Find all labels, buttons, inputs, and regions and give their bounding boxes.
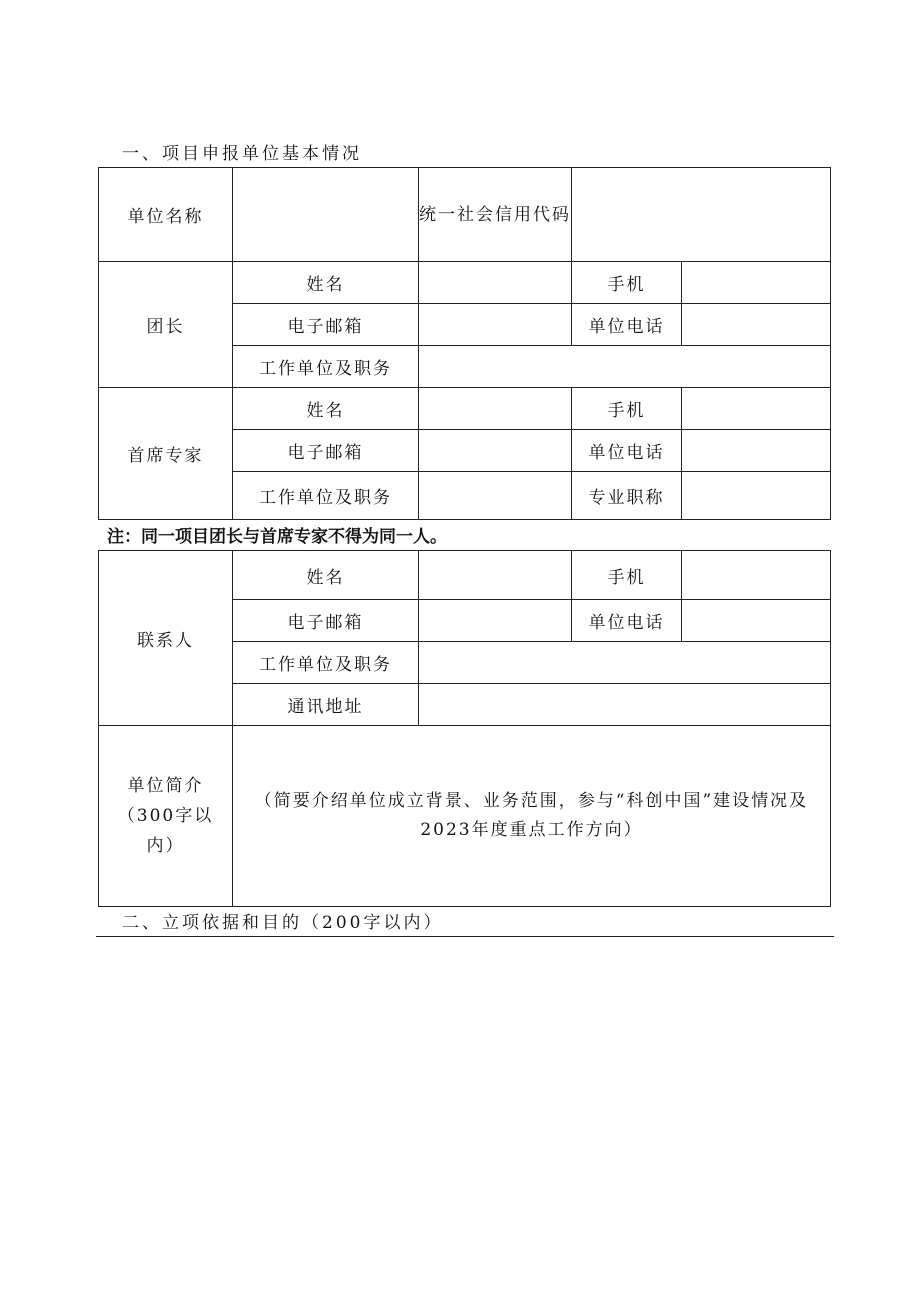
contact-workplace-label: 工作单位及职务 (233, 642, 419, 684)
intro-label: 单位简介（300字以内） (99, 726, 233, 907)
leader-workplace-field[interactable] (419, 346, 831, 388)
intro-row (99, 726, 831, 907)
expert-office-phone-field[interactable] (682, 430, 831, 472)
contact-mobile-label: 手机 (572, 551, 682, 600)
expert-email-field[interactable] (419, 430, 572, 472)
contact-row-1 (99, 551, 831, 600)
section-2-heading: 二、立项依据和目的（200字以内） (122, 913, 444, 933)
credit-code-label: 统一社会信用代码 (419, 168, 572, 262)
expert-email-label: 电子邮箱 (233, 430, 419, 472)
leader-office-phone-label: 单位电话 (572, 304, 682, 346)
leader-name-label: 姓名 (233, 262, 419, 304)
expert-office-phone-label: 单位电话 (572, 430, 682, 472)
expert-title-field[interactable] (682, 472, 831, 520)
expert-row-1 (99, 388, 831, 430)
contact-name-field[interactable] (419, 551, 572, 600)
intro-field[interactable] (233, 726, 831, 907)
leader-email-field[interactable] (419, 304, 572, 346)
contact-email-field[interactable] (419, 600, 572, 642)
contact-address-field[interactable] (419, 684, 831, 726)
expert-workplace-label: 工作单位及职务 (233, 472, 419, 520)
leader-mobile-field[interactable] (682, 262, 831, 304)
expert-mobile-label: 手机 (572, 388, 682, 430)
contact-email-label: 电子邮箱 (233, 600, 419, 642)
expert-title-label: 专业职称 (572, 472, 682, 520)
note-text: 注：同一项目团长与首席专家不得为同一人。 (107, 527, 447, 547)
leader-name-field[interactable] (419, 262, 572, 304)
leader-office-phone-field[interactable] (682, 304, 831, 346)
leader-workplace-label: 工作单位及职务 (233, 346, 419, 388)
expert-name-field[interactable] (419, 388, 572, 430)
credit-code-field[interactable] (572, 168, 831, 262)
contact-name-label: 姓名 (233, 551, 419, 600)
contact-workplace-field[interactable] (419, 642, 831, 684)
leader-mobile-label: 手机 (572, 262, 682, 304)
leader-row-1 (99, 262, 831, 304)
section-2-underline (96, 936, 834, 937)
contact-address-label: 通讯地址 (233, 684, 419, 726)
unit-row (99, 168, 831, 262)
intro-hint: （简要介绍单位成立背景、业务范围，参与“科创中国”建设情况及2023年度重点工作方向） (254, 791, 809, 840)
section-1-heading: 一、项目申报单位基本情况 (122, 144, 362, 164)
leader-email-label: 电子邮箱 (233, 304, 419, 346)
contact-info-table (98, 550, 831, 907)
expert-workplace-field[interactable] (419, 472, 572, 520)
expert-group-label: 首席专家 (99, 388, 233, 520)
contact-group-label: 联系人 (99, 551, 233, 726)
contact-mobile-field[interactable] (682, 551, 831, 600)
expert-name-label: 姓名 (233, 388, 419, 430)
expert-mobile-field[interactable] (682, 388, 831, 430)
contact-office-phone-label: 单位电话 (572, 600, 682, 642)
applicant-info-table (98, 167, 831, 520)
contact-office-phone-field[interactable] (682, 600, 831, 642)
unit-name-label: 单位名称 (99, 168, 233, 262)
unit-name-field[interactable] (233, 168, 419, 262)
leader-group-label: 团长 (99, 262, 233, 388)
